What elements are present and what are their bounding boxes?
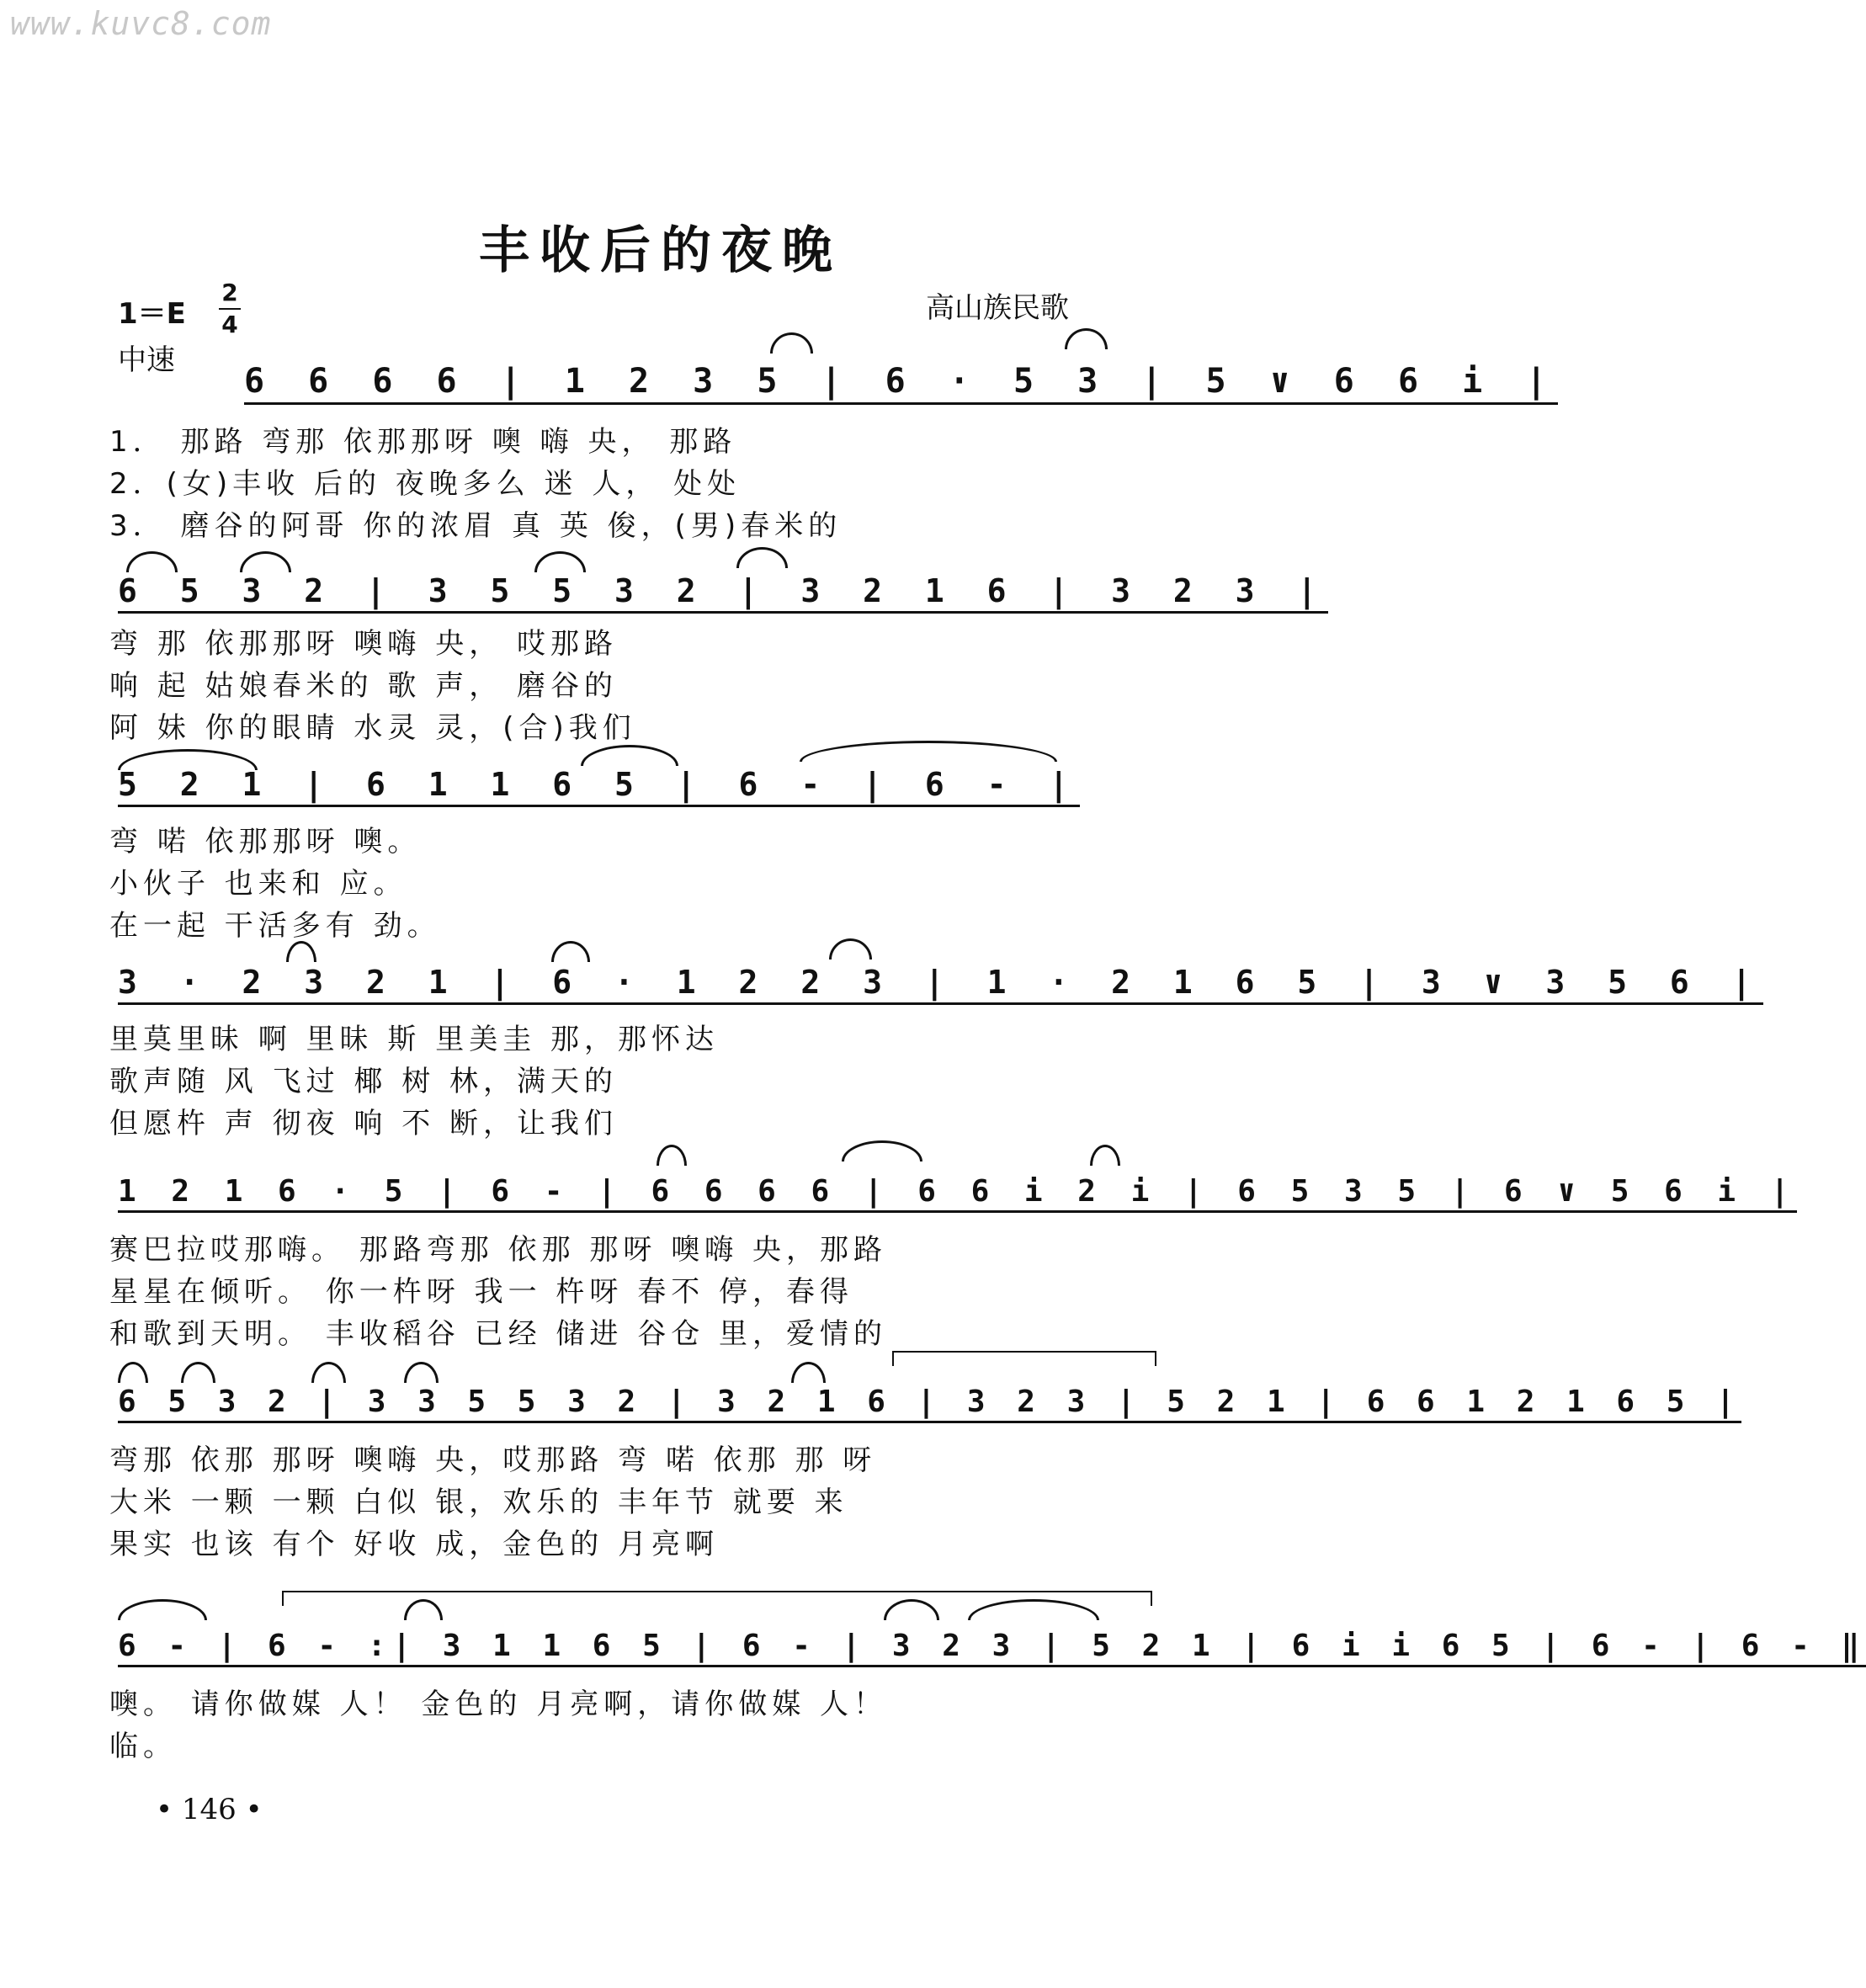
lyric-line: 噢。 请你做媒 人！ 金色的 月亮啊，请你做媒 人！ bbox=[109, 1688, 888, 1721]
watermark: www.kuvc8.com bbox=[10, 5, 272, 42]
lyric-line: 大米 一颗 一颗 白似 银，欢乐的 丰年节 就要 来 bbox=[109, 1486, 848, 1519]
lyrics-block bbox=[109, 623, 1187, 749]
time-signature-bottom: 4 bbox=[221, 311, 238, 338]
lyric-line: 临。 bbox=[109, 1730, 177, 1763]
notation-line: 6 - | 6 - :| 3 1 1 6 5 | 6 - | 3 2 3 | 5 2 1 | 6 i i 6 5 | 6 - | 6 - ‖ bbox=[118, 1629, 1866, 1667]
slur bbox=[126, 551, 178, 572]
slur bbox=[657, 1145, 687, 1166]
lyrics-block bbox=[109, 1018, 1187, 1145]
slur bbox=[791, 1362, 826, 1383]
slur bbox=[736, 547, 788, 568]
notation-line: 6 5 3 2 | 3 5 5 3 2 | 3 2 1 6 | 3 2 3 | bbox=[118, 572, 1328, 614]
notation-line: 6 5 3 2 | 3 3 5 5 3 2 | 3 2 1 6 | 3 2 3 | 5 2 1 | 6 6 1 2 1 6 5 | bbox=[118, 1385, 1741, 1423]
slur bbox=[1065, 328, 1108, 349]
lyric-line: 阿 妹 你的眼睛 水灵 灵，(合)我们 bbox=[109, 711, 636, 745]
lyric-line: 弯 喏 依那那呀 噢。 bbox=[109, 825, 422, 858]
page-number: • 146 • bbox=[156, 1793, 263, 1826]
lyrics-block bbox=[109, 1439, 1187, 1565]
slur bbox=[181, 1362, 215, 1383]
time-signature-top: 2 bbox=[221, 279, 238, 306]
slur bbox=[1090, 1145, 1120, 1166]
slur bbox=[118, 1362, 148, 1383]
lyric-line: 响 起 姑娘春米的 歌 声， 磨谷的 bbox=[109, 669, 619, 703]
slur bbox=[770, 332, 813, 353]
lyric-line: 星星在倾听。 你一杵呀 我一 杵呀 春不 停，春得 bbox=[109, 1275, 854, 1309]
slur bbox=[118, 1599, 207, 1620]
notation-line: 3 · 2 3 2 1 | 6 · 1 2 2 3 | 1 · 2 1 6 5 | 3 ∨ 3 5 6 | bbox=[118, 964, 1763, 1005]
key-signature: 1＝E bbox=[118, 297, 186, 331]
lyric-line: 里莫里昧 啊 里昧 斯 里美圭 那，那怀达 bbox=[109, 1023, 720, 1056]
lyric-line: 弯那 依那 那呀 噢嗨 央，哎那路 弯 喏 依那 那 呀 bbox=[109, 1443, 877, 1477]
lyric-line: 和歌到天明。 丰收稻谷 已经 储进 谷仓 里，爱情的 bbox=[109, 1317, 888, 1351]
lyric-line: 在一起 干活多有 劲。 bbox=[109, 909, 441, 943]
composer-credit: 高山族民歌 bbox=[926, 291, 1069, 325]
lyric-line: 弯 那 依那那呀 噢嗨 央， 哎那路 bbox=[109, 627, 619, 661]
lyric-line: 赛巴拉哎那嗨。 那路弯那 依那 那呀 噢嗨 央，那路 bbox=[109, 1233, 888, 1267]
lyric-line: 但愿杵 声 彻夜 响 不 断，让我们 bbox=[109, 1107, 619, 1140]
lyric-line: 果实 也该 有个 好收 成，金色的 月亮啊 bbox=[109, 1528, 720, 1561]
lyrics-block bbox=[109, 821, 1187, 947]
lyric-line: 小伙子 也来和 应。 bbox=[109, 867, 407, 901]
notation-line: 1 2 1 6 · 5 | 6 - | 6 6 6 6 | 6 6 i 2 i | 6 5 3 5 | 6 ∨ 5 6 i | bbox=[118, 1174, 1797, 1213]
third-ending-bracket bbox=[282, 1591, 1152, 1606]
lyrics-block bbox=[109, 421, 1187, 547]
lyric-line: 2．(女)丰收 后的 夜晚多么 迷 人， 处处 bbox=[109, 467, 742, 501]
notation-line: 5 2 1 | 6 1 1 6 5 | 6 - | 6 - | bbox=[118, 766, 1080, 807]
slur bbox=[240, 551, 291, 572]
song-title: 丰收后的夜晚 bbox=[479, 221, 843, 280]
lyric-line: 1． 那路 弯那 依那那呀 噢 嗨 央， 那路 bbox=[109, 425, 737, 459]
slur bbox=[311, 1362, 346, 1383]
notation-line: 6 6 6 6 | 1 2 3 5 | 6 · 5 3 | 5 ∨ 6 6 i | bbox=[244, 362, 1558, 405]
lyric-line: 3． 磨谷的阿哥 你的浓眉 真 英 俊，(男)春米的 bbox=[109, 509, 843, 543]
slur bbox=[404, 1362, 439, 1383]
lyrics-block bbox=[109, 1229, 1187, 1355]
tempo-marking: 中速 bbox=[118, 343, 175, 377]
lyric-line: 歌声随 风 飞过 椰 树 林，满天的 bbox=[109, 1065, 619, 1098]
first-ending-bracket bbox=[892, 1351, 1156, 1366]
lyrics-block bbox=[109, 1683, 1187, 1767]
slur bbox=[534, 551, 586, 572]
time-signature bbox=[217, 278, 242, 340]
